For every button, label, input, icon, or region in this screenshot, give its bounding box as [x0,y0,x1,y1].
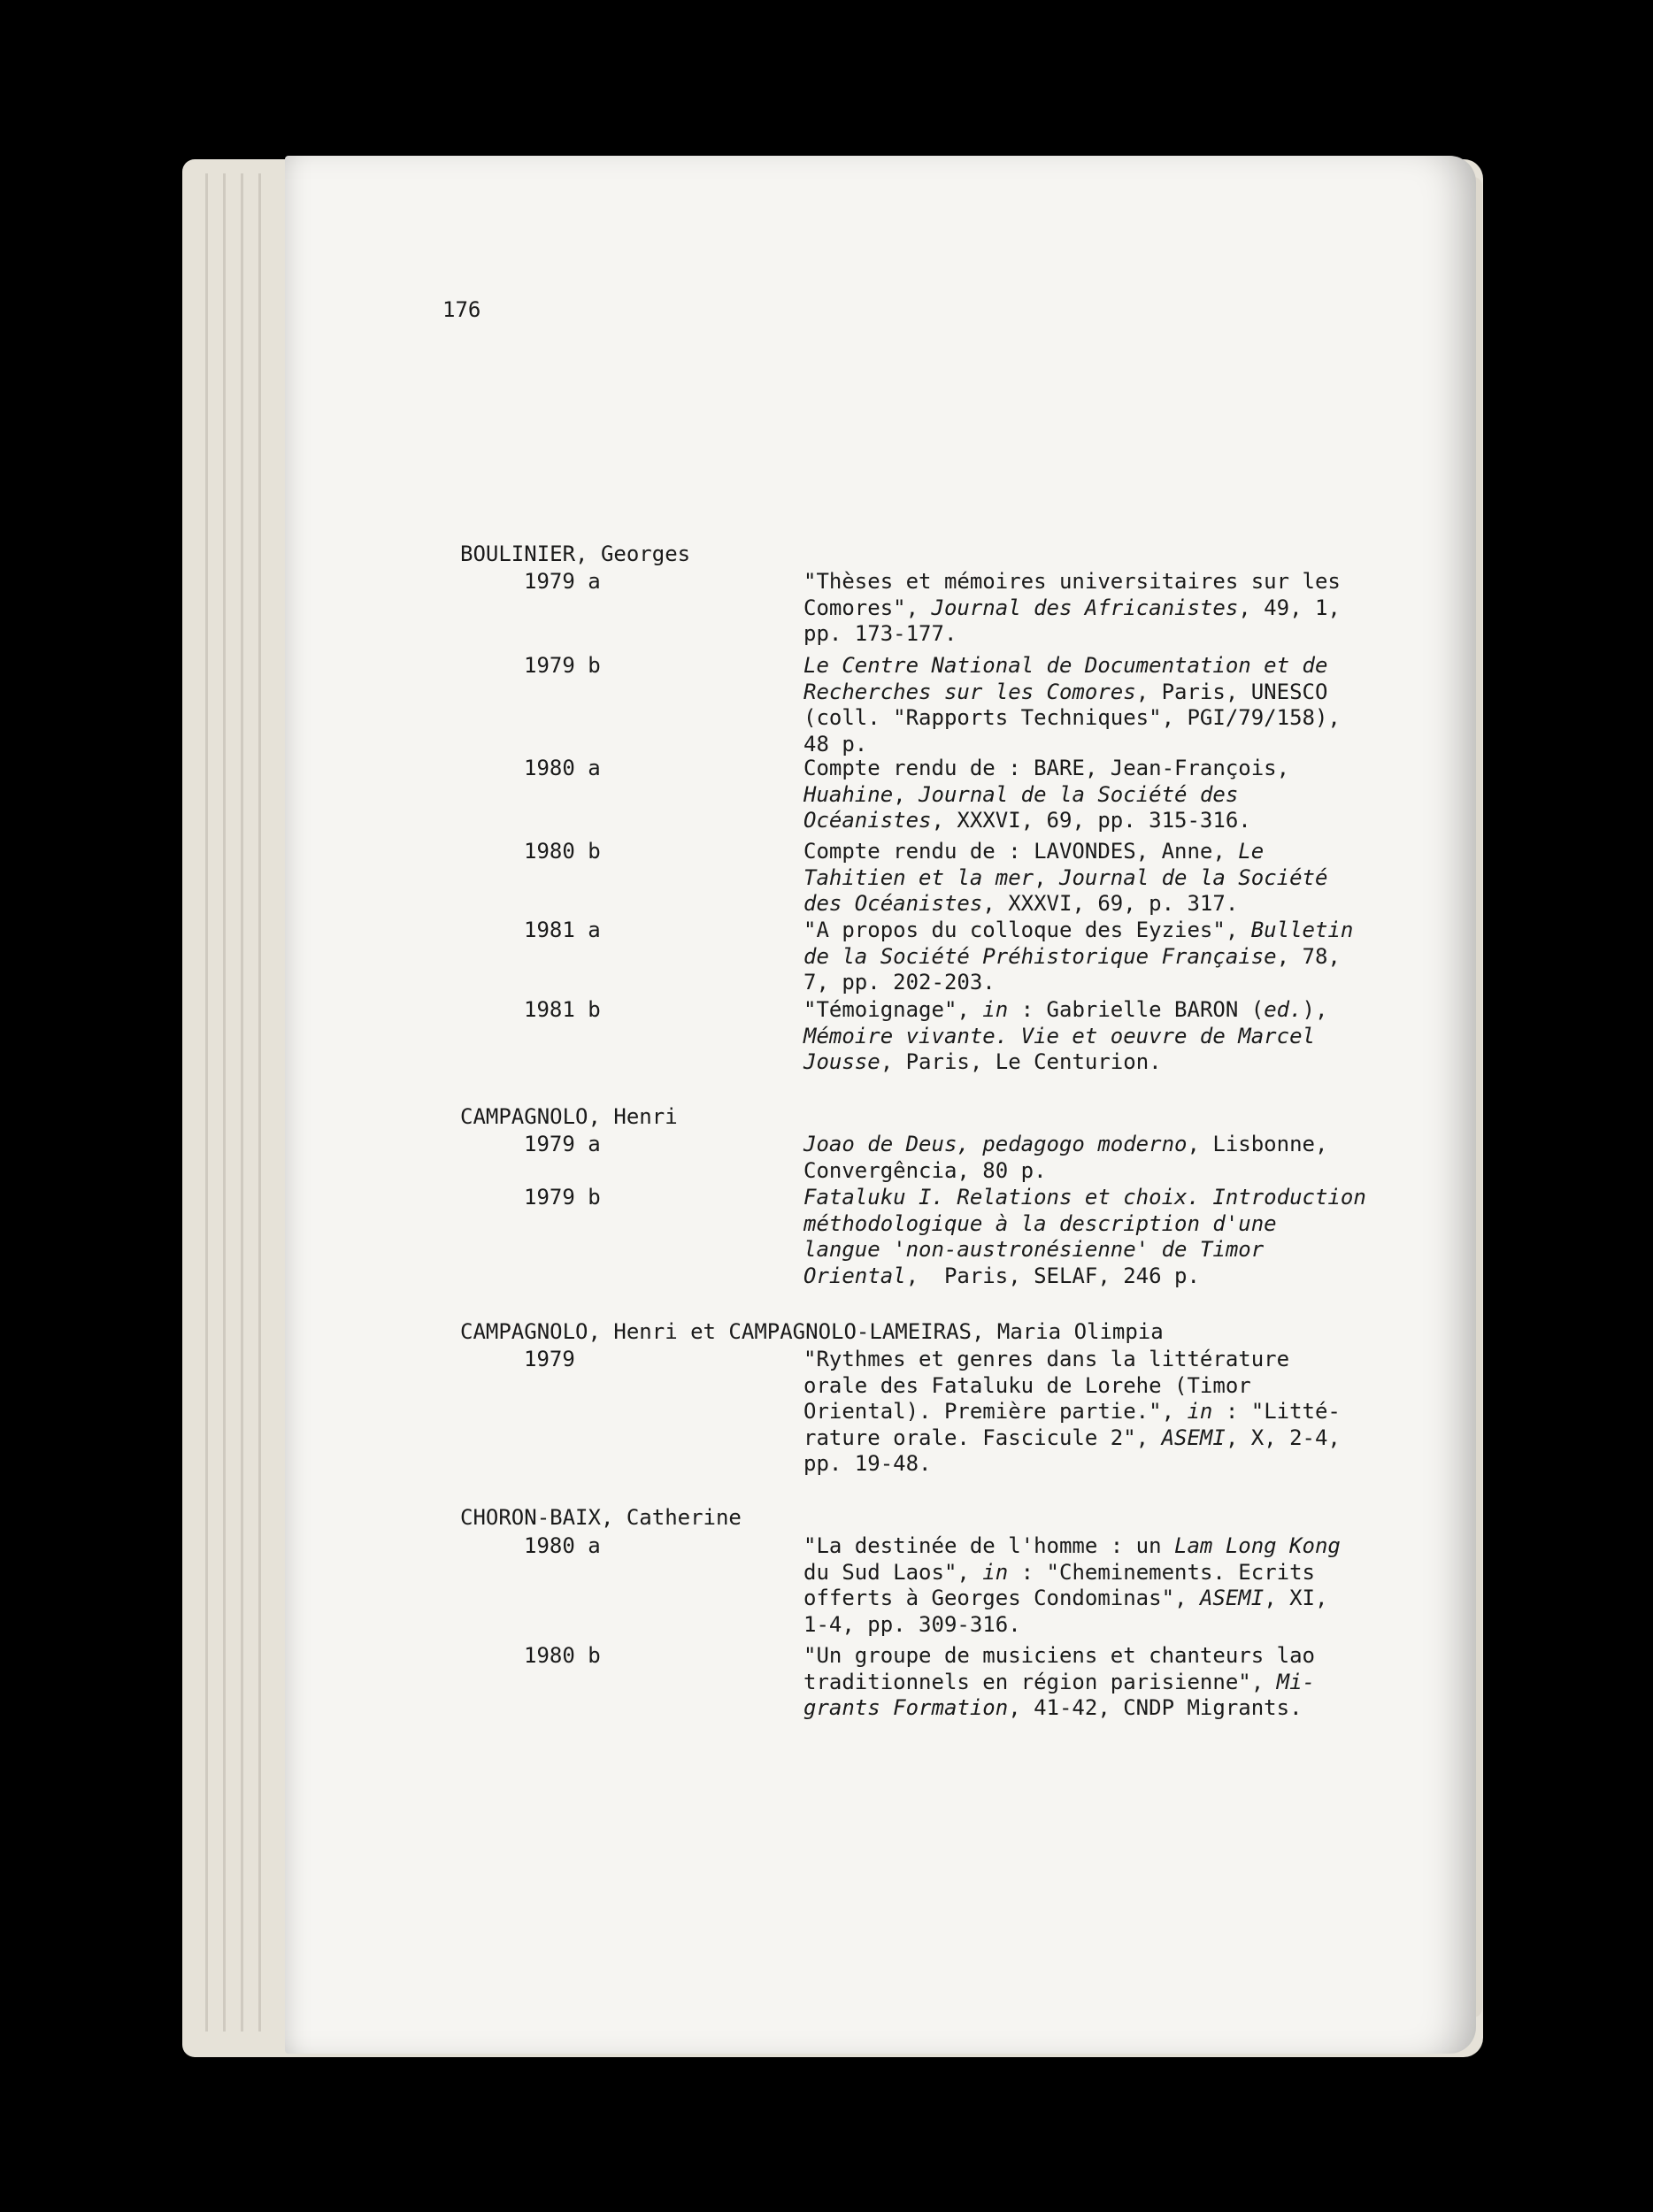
entry-text-line [803,679,1327,705]
entry-text-line [803,1532,1341,1559]
entry-year: 1980 a [524,1533,601,1558]
entry-text-line [803,838,1264,864]
text-segment: Compte rendu de : LAVONDES, Anne, [803,839,1239,864]
italic-text: ASEMI [1199,1586,1265,1610]
text-segment: "A propos du colloque des Eyzies", [803,918,1251,942]
entry-text-line [803,1184,1366,1210]
italic-text: Mi- [1276,1669,1315,1694]
text-segment: : "Litté- [1212,1399,1341,1424]
text-segment: 7, pp. 202-203. [803,970,996,995]
entry-text-line [803,1236,1264,1263]
entry-year: 1981 a [524,918,601,942]
text-segment: , X, 2-4, [1225,1425,1341,1450]
entry-year: 1979 a [524,1132,601,1156]
entry-text-line [803,1425,1341,1451]
text-segment: , XI, [1264,1586,1328,1610]
text-segment: , [893,781,919,807]
text-segment: Comores", [803,595,932,620]
entry-text-line [803,1157,1047,1184]
entry-text-line [803,1585,1327,1611]
italic-text: Lam Long Kong [1174,1533,1341,1558]
author-name: CAMPAGNOLO, Henri et CAMPAGNOLO-LAMEIRAS, Maria Olimpia [460,1319,1164,1344]
italic-text: langue 'non-austronésienne' de Timor [803,1237,1265,1262]
italic-text: Bulletin [1250,918,1354,942]
text-segment: offerts à Georges Condominas", [803,1586,1200,1610]
text-segment: , Paris, SELAF, 246 p. [905,1263,1200,1288]
page-edge [223,173,226,2032]
text-segment: , Paris, Le Centurion. [880,1049,1162,1074]
entry-year: 1980 b [524,1643,601,1668]
page-edge [241,173,243,2032]
text-segment: , XXXVI, 69, p. 317. [982,891,1239,916]
entry-text-line [803,620,957,647]
entry-year: 1979 b [524,1185,601,1210]
text-segment: Convergência, 80 p. [803,1157,1047,1183]
italic-text: de la Société Préhistorique Française [803,943,1277,969]
text-segment: pp. 173-177. [803,621,957,646]
entry-year: 1981 b [524,997,601,1022]
italic-text: Tahitien et la mer [803,864,1034,890]
entry-text-line [803,1023,1315,1049]
italic-text: Mémoire vivante. Vie et oeuvre de Marcel [803,1023,1315,1048]
entry-text-line [803,807,1251,833]
italic-text: Huahine [803,781,894,807]
entry-text-line [803,1263,1200,1289]
entry-year: 1980 b [524,839,601,864]
text-segment: : Gabrielle BARON ( [1008,997,1265,1022]
italic-text: Joao de Deus, pedagogo moderno [803,1132,1188,1156]
text-segment: (coll. "Rapports Techniques", PGI/79/158), [803,705,1341,730]
italic-text: in [982,997,1009,1022]
italic-text: Journal des Africanistes [931,595,1239,620]
entry-text-line [803,1398,1341,1425]
entry-text-line [803,1450,932,1477]
italic-text: Journal de la Société des [919,781,1239,807]
text-segment: , Lisbonne, [1187,1132,1328,1156]
entry-year: 1980 a [524,756,601,780]
italic-text: méthodologique à la description d'une [803,1210,1277,1236]
entry-text-line [803,1048,1162,1075]
text-segment: Oriental). Première partie.", [803,1399,1188,1424]
author-name: CAMPAGNOLO, Henri [460,1104,678,1129]
text-segment: 1-4, pp. 309-316. [803,1611,1021,1637]
entry-text-line [803,996,1327,1023]
author-name: BOULINIER, Georges [460,541,691,566]
text-segment: , 41-42, CNDP Migrants. [1008,1695,1303,1720]
entry-text-line [803,568,1341,595]
text-segment: rature orale. Fascicule 2", [803,1425,1162,1450]
entry-text-line [803,917,1353,943]
entry-text-line [803,1372,1251,1399]
italic-text: Océanistes [803,808,932,833]
text-segment: traditionnels en région parisienne", [803,1669,1277,1694]
text-segment: , Paris, UNESCO [1135,679,1328,704]
page-edge [258,173,261,2032]
page-number: 176 [442,297,481,322]
text-segment: ), [1302,997,1328,1022]
text-segment: du Sud Laos", [803,1559,983,1585]
text-segment: , 49, 1, [1238,595,1341,620]
text-segment: "Un groupe de musiciens et chanteurs lao [803,1643,1315,1668]
entry-text-line [803,1210,1277,1237]
italic-text: in [1187,1399,1213,1424]
text-segment: , [1034,864,1059,890]
italic-text: Le Centre National de Documentation et de [803,653,1328,678]
text-segment: Compte rendu de : BARE, Jean-François, [803,756,1290,780]
text-segment: "Thèses et mémoires universitaires sur les [803,569,1341,594]
entry-text-line [803,969,996,995]
entry-text-line [803,1642,1315,1669]
italic-text: in [982,1559,1009,1585]
entry-text-line [803,1694,1303,1721]
entry-year: 1979 b [524,653,601,678]
text-segment: pp. 19-48. [803,1451,932,1476]
italic-text: des Océanistes [803,891,983,916]
entry-text-line [803,731,867,757]
italic-text: Jousse [803,1049,880,1074]
entry-text-line [803,1669,1315,1695]
entry-text-line [803,1131,1327,1157]
entry-text-line [803,1611,1021,1638]
text-segment: orale des Fataluku de Lorehe (Timor [803,1372,1251,1398]
entry-text-line [803,943,1341,970]
text-segment: "Rythmes et genres dans la littérature [803,1347,1290,1371]
entry-year: 1979 a [524,569,601,594]
italic-text: ASEMI [1161,1425,1226,1450]
text-segment: , XXXVI, 69, pp. 315-316. [931,808,1251,833]
text-segment: 48 p. [803,731,868,757]
text-segment: "La destinée de l'homme : un [803,1533,1175,1558]
italic-text: Recherches sur les Comores [803,679,1136,704]
italic-text: Journal de la Société [1059,864,1328,890]
entry-text-line [803,704,1341,731]
entry-text-line [803,652,1327,679]
italic-text: Fataluku I. Relations et choix. Introduction [803,1185,1366,1210]
entry-text-line [803,1559,1315,1586]
entry-text-line [803,1346,1289,1372]
text-segment: "Témoignage", [803,997,983,1022]
entry-year: 1979 [524,1347,575,1371]
page-edge [205,173,208,2032]
entry-text-line [803,781,1238,808]
italic-text: Le [1238,839,1265,864]
italic-text: Oriental [803,1263,906,1288]
entry-text-line [803,595,1341,621]
italic-text: ed. [1264,997,1303,1022]
text-segment: , 78, [1276,943,1341,969]
author-name: CHORON-BAIX, Catherine [460,1505,742,1530]
entry-text-line [803,890,1238,917]
entry-text-line [803,755,1289,781]
entry-text-line [803,864,1327,891]
text-segment: : "Cheminements. Ecrits [1008,1559,1315,1585]
italic-text: grants Formation [803,1695,1009,1720]
